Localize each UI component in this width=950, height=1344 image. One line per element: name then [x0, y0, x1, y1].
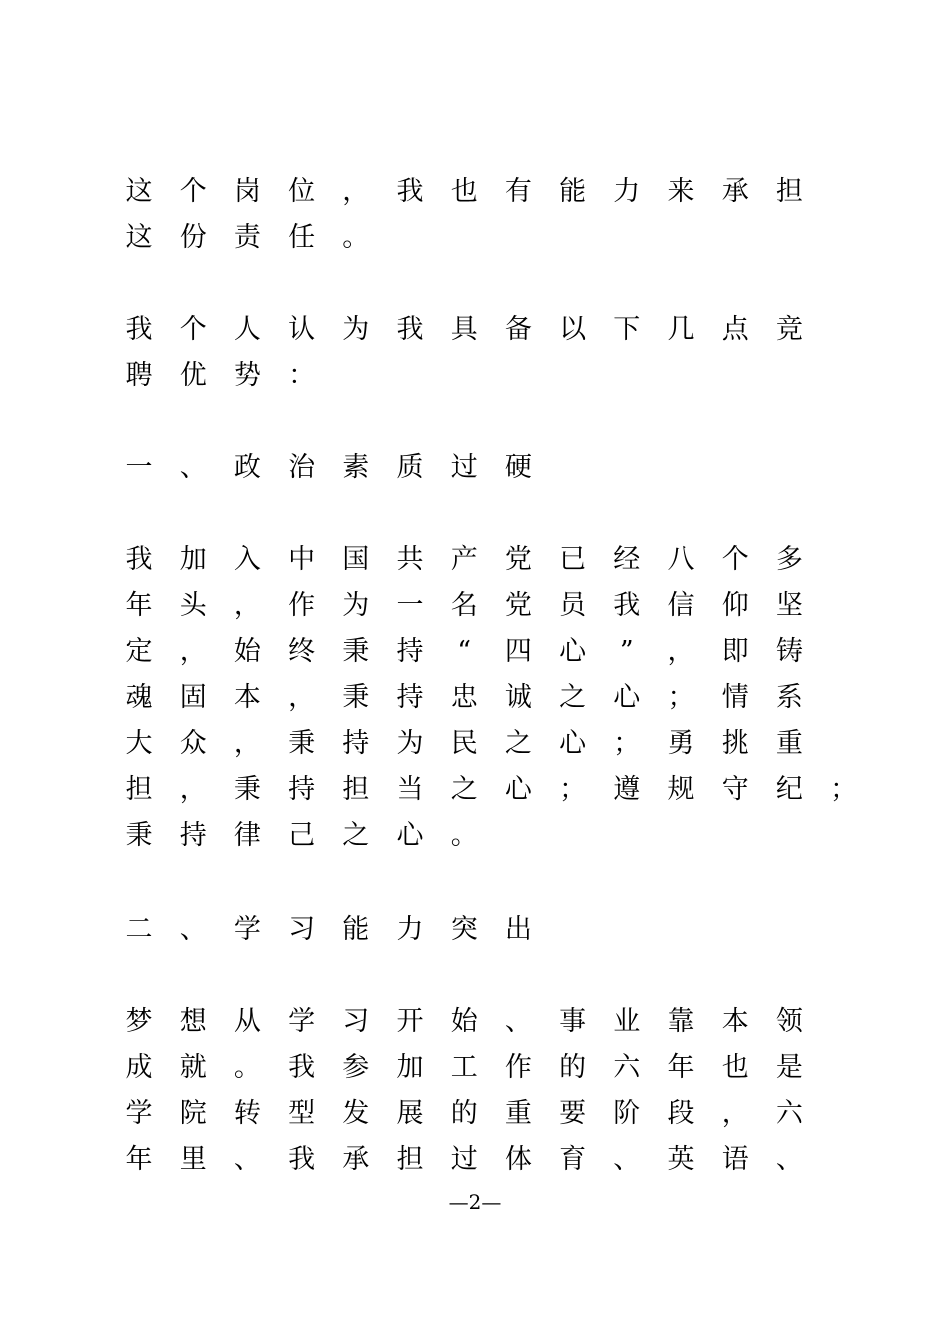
- text-char: 持: [342, 728, 370, 759]
- text-char: 勇: [667, 728, 695, 759]
- text-char: 年: [125, 1144, 153, 1175]
- text-char: 入: [233, 544, 261, 575]
- text-char: 份: [179, 222, 207, 253]
- text-char: ”: [619, 636, 634, 667]
- text-char: 突: [450, 914, 478, 945]
- text-char: 即: [721, 636, 749, 667]
- text-char: 铸: [775, 636, 803, 667]
- text-char: 信: [667, 590, 695, 621]
- text-char: ，: [179, 774, 207, 805]
- text-char: 、: [233, 1144, 261, 1175]
- text-char: 之: [559, 682, 587, 713]
- text-char: 四: [504, 636, 532, 667]
- text-char: 持: [179, 820, 207, 851]
- text-char: 习: [342, 1006, 370, 1037]
- text-char: 参: [342, 1052, 370, 1083]
- text-char: 备: [504, 314, 532, 345]
- text-char: ，: [179, 636, 207, 667]
- text-char: 个: [179, 176, 207, 207]
- text-char: 。: [233, 1052, 261, 1083]
- text-char: 体: [504, 1144, 532, 1175]
- text-char: 、: [179, 914, 207, 945]
- text-char: 秉: [342, 682, 370, 713]
- text-char: 始: [233, 636, 261, 667]
- text-char: 人: [233, 314, 261, 345]
- text-char: ，: [233, 590, 261, 621]
- text-char: 持: [396, 682, 424, 713]
- text-char: 本: [721, 1006, 749, 1037]
- text-char: 已: [559, 544, 587, 575]
- text-char: ：: [288, 360, 316, 391]
- text-char: 、: [613, 1144, 641, 1175]
- text-char: 展: [396, 1098, 424, 1129]
- text-char: 工: [450, 1052, 478, 1083]
- text-char: 硬: [504, 452, 532, 483]
- text-char: 的: [559, 1052, 587, 1083]
- text-char: 担: [396, 1144, 424, 1175]
- text-char: 素: [342, 452, 370, 483]
- text-char: 、: [775, 1144, 803, 1175]
- text-char: 质: [396, 452, 424, 483]
- text-char: 要: [559, 1098, 587, 1129]
- text-char: 律: [233, 820, 261, 851]
- text-char: 诚: [504, 682, 532, 713]
- text-char: 为: [342, 590, 370, 621]
- text-char: 坚: [775, 590, 803, 621]
- text-char: 民: [450, 728, 478, 759]
- text-char: 秉: [125, 820, 153, 851]
- text-char: 具: [450, 314, 478, 345]
- text-char: 六: [613, 1052, 641, 1083]
- text-char: 情: [721, 682, 749, 713]
- text-char: 心: [613, 682, 641, 713]
- text-char: 为: [342, 314, 370, 345]
- text-char: 之: [342, 820, 370, 851]
- text-char: 认: [288, 314, 316, 345]
- text-char: 也: [721, 1052, 749, 1083]
- text-char: 心: [396, 820, 424, 851]
- text-char: 定: [125, 636, 153, 667]
- text-char: 开: [396, 1006, 424, 1037]
- text-char: 之: [450, 774, 478, 805]
- text-char: 担: [775, 176, 803, 207]
- text-char: 产: [450, 544, 478, 575]
- text-char: 我: [288, 1052, 316, 1083]
- text-char: 二: [125, 914, 153, 945]
- text-char: 众: [179, 728, 207, 759]
- text-char: 发: [342, 1098, 370, 1129]
- text-char: ，: [667, 636, 695, 667]
- text-char: ，: [288, 682, 316, 713]
- text-char: 育: [559, 1144, 587, 1175]
- text-char: 秉: [233, 774, 261, 805]
- text-char: 魂: [125, 682, 153, 713]
- text-char: ；: [559, 774, 587, 805]
- text-char: 英: [667, 1144, 695, 1175]
- text-char: 下: [613, 314, 641, 345]
- text-char: 点: [721, 314, 749, 345]
- text-char: 为: [396, 728, 424, 759]
- text-char: 阶: [613, 1098, 641, 1129]
- text-char: 以: [559, 314, 587, 345]
- text-char: 成: [125, 1052, 153, 1083]
- text-char: 竞: [775, 314, 803, 345]
- text-char: 忠: [450, 682, 478, 713]
- text-char: 过: [450, 1144, 478, 1175]
- text-char: 己: [288, 820, 316, 851]
- text-char: 这: [125, 176, 153, 207]
- text-char: 领: [775, 1006, 803, 1037]
- text-char: 能: [559, 176, 587, 207]
- page-number: —2—: [448, 1190, 502, 1214]
- text-char: 。: [450, 820, 478, 851]
- text-char: 型: [288, 1098, 316, 1129]
- text-char: 作: [504, 1052, 532, 1083]
- text-char: 担: [342, 774, 370, 805]
- text-char: 梦: [125, 1006, 153, 1037]
- text-char: ，: [342, 176, 370, 207]
- text-char: 聘: [125, 360, 153, 391]
- text-char: ；: [830, 774, 858, 805]
- text-char: 是: [775, 1052, 803, 1083]
- text-char: 政: [233, 452, 261, 483]
- text-char: 作: [288, 590, 316, 621]
- text-char: 中: [288, 544, 316, 575]
- text-char: 担: [125, 774, 153, 805]
- text-char: 心: [559, 728, 587, 759]
- text-char: 任: [288, 222, 316, 253]
- text-char: 业: [613, 1006, 641, 1037]
- text-char: 有: [504, 176, 532, 207]
- text-char: 系: [775, 682, 803, 713]
- text-char: 我: [125, 544, 153, 575]
- text-char: 持: [288, 774, 316, 805]
- text-char: 也: [450, 176, 478, 207]
- text-char: 。: [342, 222, 370, 253]
- text-char: 一: [396, 590, 424, 621]
- text-char: 的: [450, 1098, 478, 1129]
- text-char: 治: [288, 452, 316, 483]
- text-char: 心: [559, 636, 587, 667]
- text-char: 责: [233, 222, 261, 253]
- text-char: 出: [504, 914, 532, 945]
- text-char: 力: [396, 914, 424, 945]
- text-char: 年: [125, 590, 153, 621]
- text-char: 终: [288, 636, 316, 667]
- text-char: 固: [179, 682, 207, 713]
- text-char: 个: [721, 544, 749, 575]
- text-char: ；: [667, 682, 695, 713]
- text-char: 本: [233, 682, 261, 713]
- text-char: 学: [125, 1098, 153, 1129]
- text-char: 学: [233, 914, 261, 945]
- text-char: 大: [125, 728, 153, 759]
- text-char: 学: [288, 1006, 316, 1037]
- text-char: 仰: [721, 590, 749, 621]
- text-char: 、: [179, 452, 207, 483]
- text-char: 个: [179, 314, 207, 345]
- text-char: 心: [504, 774, 532, 805]
- text-char: 几: [667, 314, 695, 345]
- text-char: 转: [233, 1098, 261, 1129]
- text-char: 加: [179, 544, 207, 575]
- text-char: 位: [288, 176, 316, 207]
- text-char: 来: [667, 176, 695, 207]
- text-char: 这: [125, 222, 153, 253]
- text-char: 重: [504, 1098, 532, 1129]
- text-char: 里: [179, 1144, 207, 1175]
- text-char: 承: [342, 1144, 370, 1175]
- text-char: 我: [125, 314, 153, 345]
- text-char: 我: [613, 590, 641, 621]
- text-char: 优: [179, 360, 207, 391]
- text-char: 国: [342, 544, 370, 575]
- text-char: 持: [396, 636, 424, 667]
- text-char: 一: [125, 452, 153, 483]
- text-char: 头: [179, 590, 207, 621]
- text-char: “: [457, 636, 472, 667]
- text-char: 习: [288, 914, 316, 945]
- text-char: 语: [721, 1144, 749, 1175]
- text-char: 我: [288, 1144, 316, 1175]
- text-char: 之: [504, 728, 532, 759]
- text-char: 多: [775, 544, 803, 575]
- text-char: 加: [396, 1052, 424, 1083]
- text-char: 当: [396, 774, 424, 805]
- text-char: 靠: [667, 1006, 695, 1037]
- text-char: 纪: [775, 774, 803, 805]
- text-char: 段: [667, 1098, 695, 1129]
- text-char: 秉: [288, 728, 316, 759]
- text-char: 承: [721, 176, 749, 207]
- text-char: ，: [721, 1098, 749, 1129]
- text-char: 挑: [721, 728, 749, 759]
- text-char: ，: [233, 728, 261, 759]
- text-char: 始: [450, 1006, 478, 1037]
- text-char: 事: [559, 1006, 587, 1037]
- text-char: 党: [504, 544, 532, 575]
- text-char: 秉: [342, 636, 370, 667]
- text-char: 党: [504, 590, 532, 621]
- text-char: 重: [775, 728, 803, 759]
- text-char: 就: [179, 1052, 207, 1083]
- text-char: 从: [233, 1006, 261, 1037]
- text-char: 、: [504, 1006, 532, 1037]
- text-char: 名: [450, 590, 478, 621]
- text-char: 八: [667, 544, 695, 575]
- text-char: 守: [721, 774, 749, 805]
- text-char: ；: [613, 728, 641, 759]
- text-char: 员: [559, 590, 587, 621]
- text-char: 年: [667, 1052, 695, 1083]
- text-char: 我: [396, 176, 424, 207]
- text-char: 规: [667, 774, 695, 805]
- text-char: 共: [396, 544, 424, 575]
- text-char: 过: [450, 452, 478, 483]
- text-char: 能: [342, 914, 370, 945]
- text-char: 想: [179, 1006, 207, 1037]
- text-char: 岗: [233, 176, 261, 207]
- text-char: 经: [613, 544, 641, 575]
- text-char: 力: [613, 176, 641, 207]
- text-char: 我: [396, 314, 424, 345]
- text-char: 院: [179, 1098, 207, 1129]
- text-char: 势: [233, 360, 261, 391]
- text-char: 遵: [613, 774, 641, 805]
- text-char: 六: [775, 1098, 803, 1129]
